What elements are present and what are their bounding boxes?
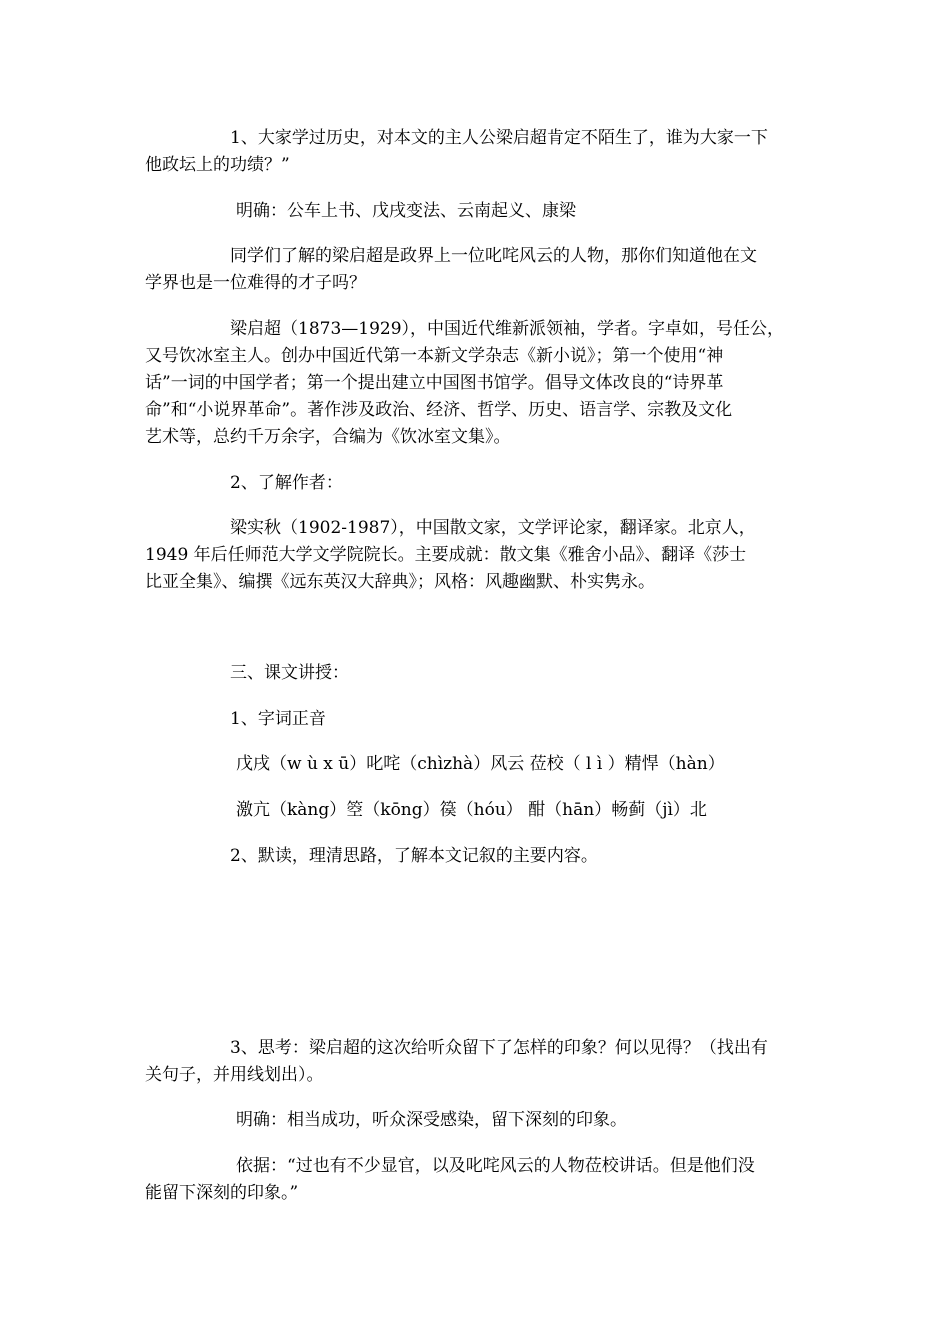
text-line: 激亢（kàng）箜（kōng）篌（hóu） 酣（hān）畅蓟（jì）北: [236, 800, 707, 820]
text-line: 学界也是一位难得的才子吗？: [145, 273, 366, 293]
text-line: 命”和“小说界革命”。著作涉及政治、经济、哲学、历史、语言学、宗教及文化: [145, 400, 733, 420]
text-line: 1、字词正音: [230, 709, 326, 729]
text-line: 1、大家学过历史，对本文的主人公梁启超肯定不陌生了，谁为大家一下: [230, 128, 768, 148]
text-line: 3、思考：梁启超的这次给听众留下了怎样的印象？何以见得？（找出有: [230, 1038, 768, 1058]
text-line: 能留下深刻的印象。”: [145, 1183, 299, 1203]
text-line: 同学们了解的梁启超是政界上一位叱咤风云的人物，那你们知道他在文: [230, 246, 757, 266]
text-line: 艺术等，总约千万余字，合编为《饮冰室文集》。: [145, 427, 511, 447]
text-line: 依据：“过也有不少显官，以及叱咤风云的人物莅校讲话。但是他们没: [236, 1156, 755, 1176]
text-line: 1949 年后任师范大学文学院院长。主要成就：散文集《雅舍小品》、翻译《莎士: [145, 545, 747, 565]
text-line: 2、默读，理清思路，了解本文记叙的主要内容。: [230, 846, 598, 866]
text-line: 2、了解作者：: [230, 473, 343, 493]
text-line: 梁启超（1873—1929），中国近代维新派领袖，学者。字卓如，号任公，: [230, 319, 785, 339]
text-line: 他政坛上的功绩？”: [145, 155, 290, 175]
text-line: 关句子，并用线划出）。: [145, 1065, 324, 1085]
text-line: 又号饮冰室主人。创办中国近代第一本新文学杂志《新小说》；第一个使用“神: [145, 346, 724, 366]
text-line: 明确：相当成功，听众深受感染，留下深刻的印象。: [236, 1110, 627, 1130]
text-line: 话”一词的中国学者；第一个提出建立中国图书馆学。倡导文体改良的“诗界革: [145, 373, 724, 393]
text-line: 明确：公车上书、戊戌变法、云南起义、康梁: [236, 201, 576, 221]
text-line: 梁实秋（1902-1987），中国散文家，文学评论家，翻译家。北京人，: [230, 518, 756, 538]
section-heading: 三、课文讲授：: [230, 663, 349, 683]
text-line: 比亚全集》、编撰《远东英汉大辞典》；风格：风趣幽默、朴实隽永。: [145, 572, 655, 592]
text-line: 戊戌（w ù x ū）叱咤（chìzhà）风云 莅校（ l ì ）精悍（hàn）: [236, 754, 725, 774]
